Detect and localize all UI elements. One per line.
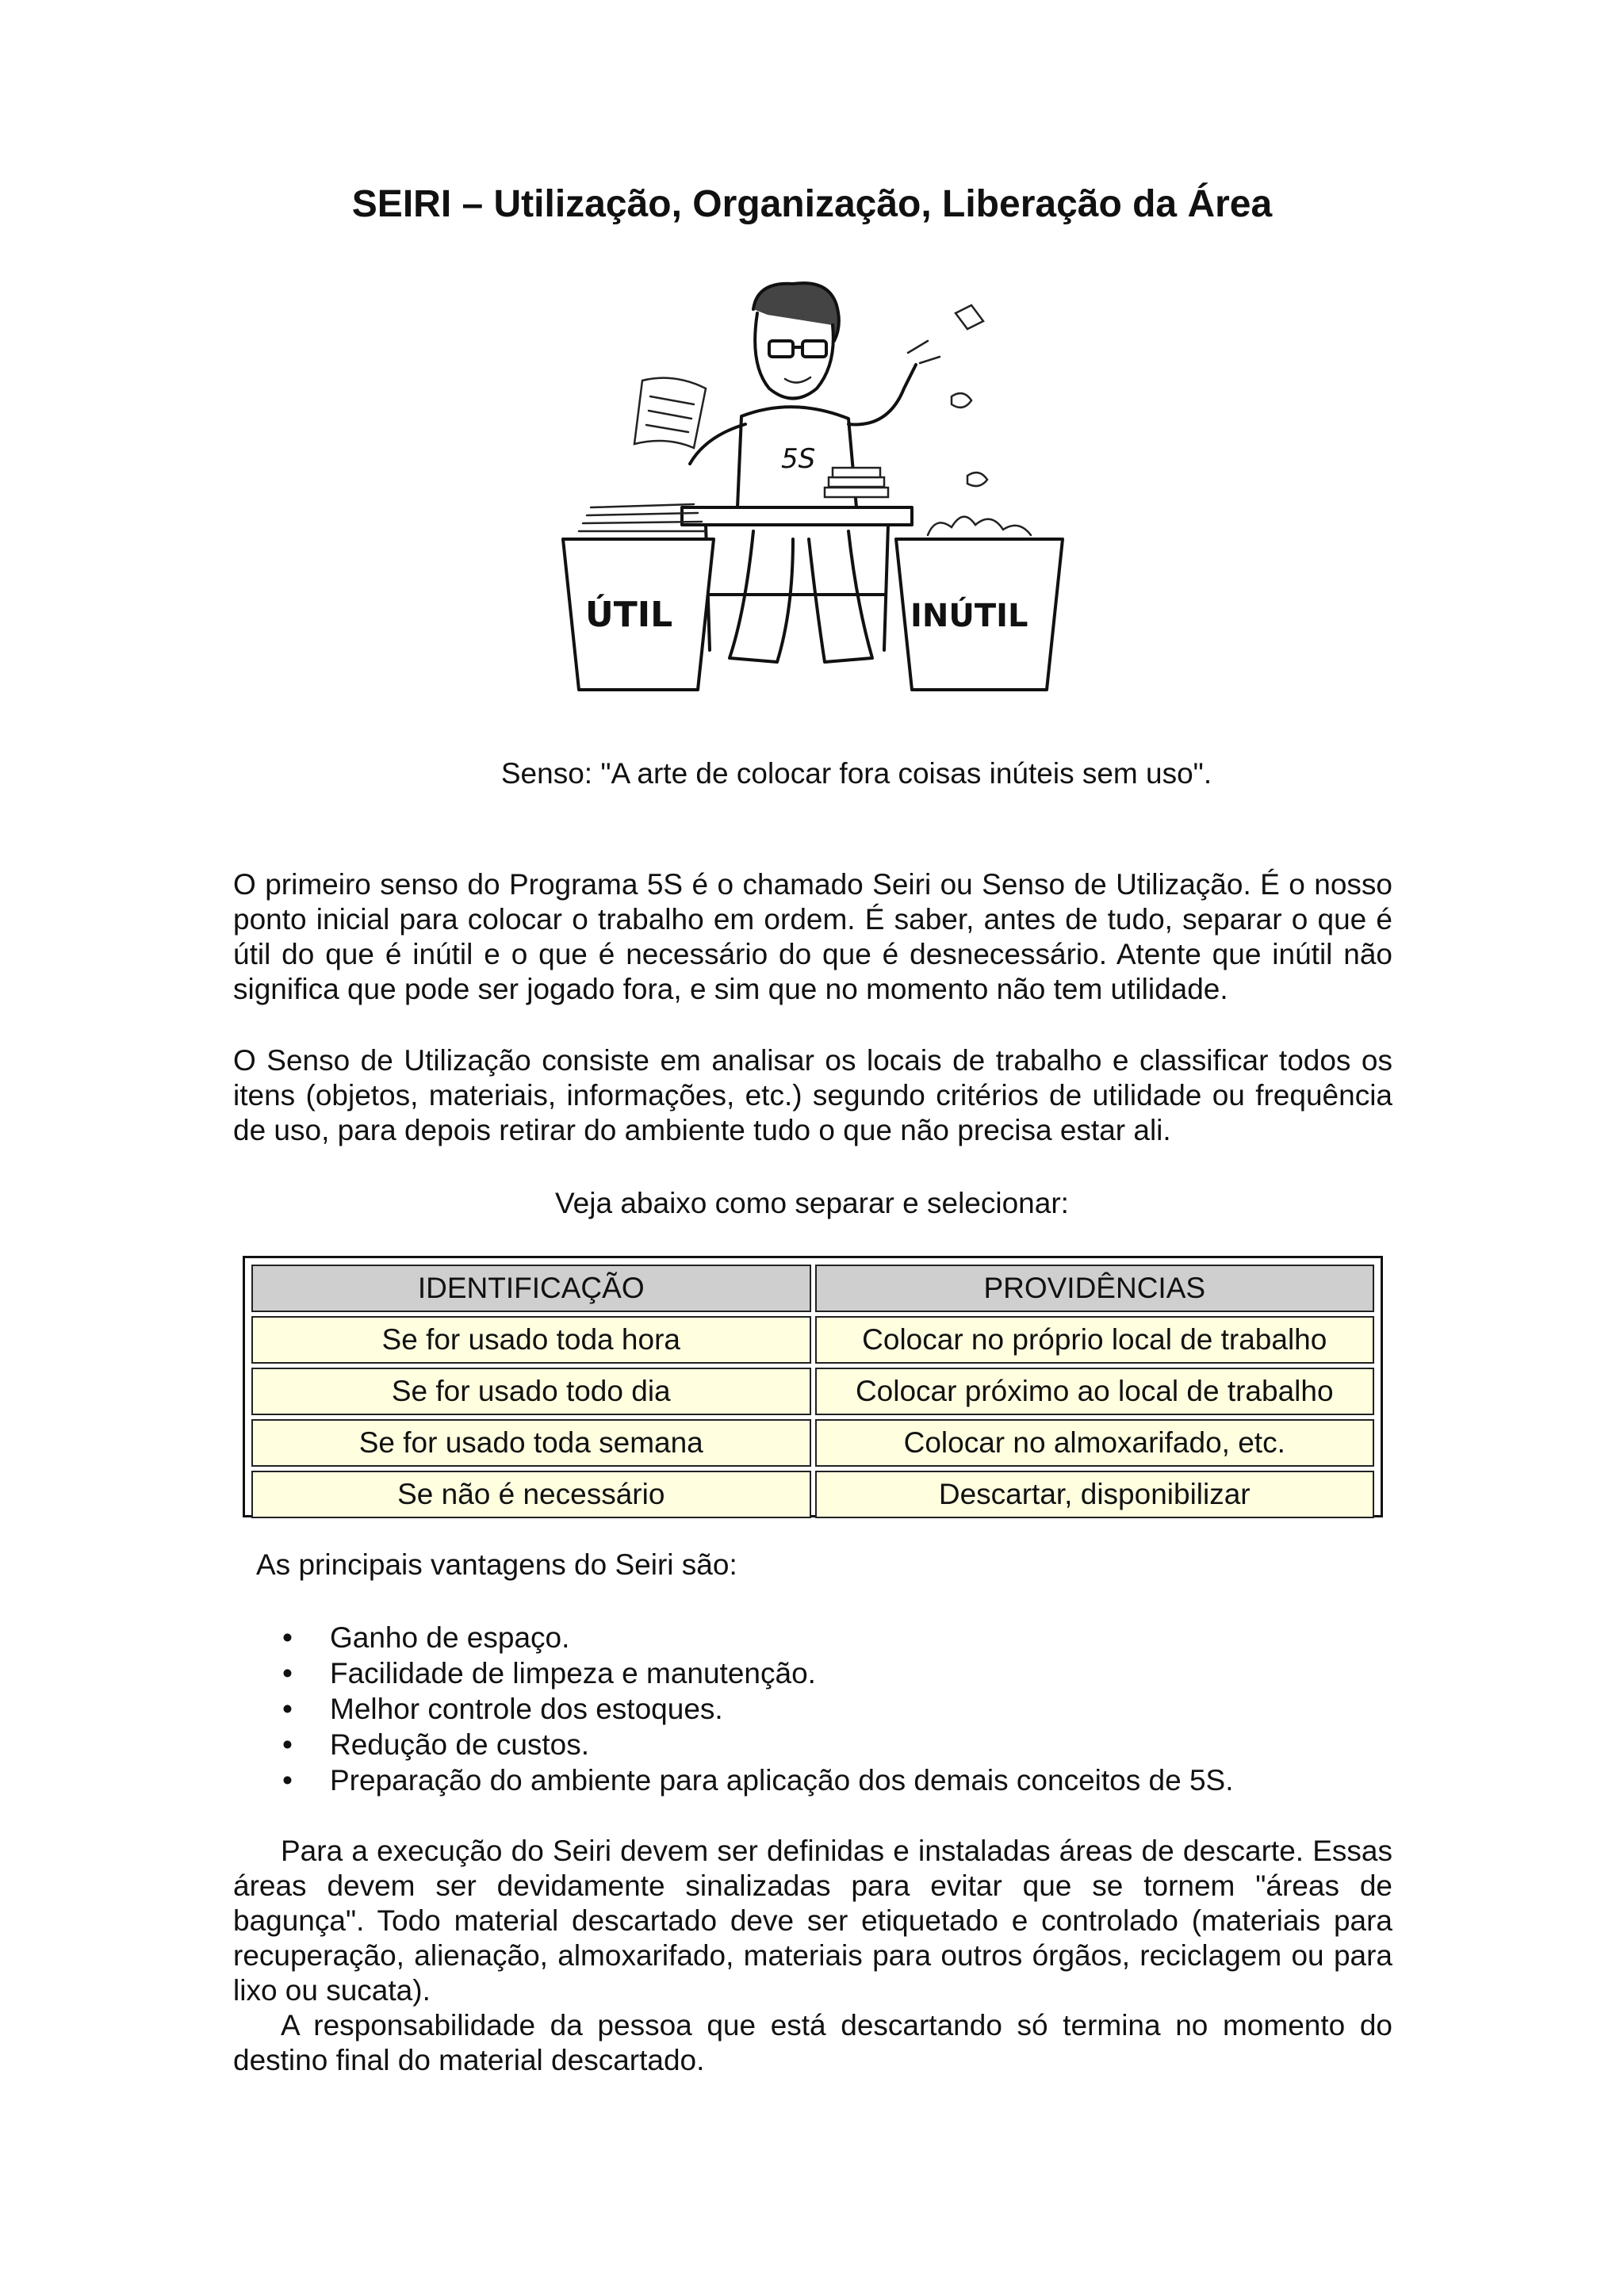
table-header-row [251, 1265, 1374, 1312]
header-identificacao: IDENTIFICAÇÃO [251, 1265, 811, 1312]
list-item: • Preparação do ambiente para aplicação dos demais conceitos de 5S. [282, 1762, 1233, 1798]
paragraph-execucao-block [233, 1834, 1392, 2078]
bin-util-label: ÚTIL [585, 595, 673, 635]
bin-inutil-label: INÚTIL [910, 598, 1028, 634]
table-cell: Descartar, disponibilizar [815, 1471, 1375, 1518]
seiri-illustration [555, 277, 1071, 706]
list-item: • Ganho de espaço. [282, 1620, 1233, 1655]
paragraph-execucao: Para a execução do Seiri devem ser definidas e instaladas áreas de descarte. Essas áreas devem ser devidamente sinalizadas para evitar que se tornem "áreas de bagunça". Todo material descartado deve ser etiquetado e controlado (materiais para recuperação, alienação, almoxarifado, materiais para outros órgãos, reciclagem ou para lixo ou sucata). [233, 1835, 1392, 2007]
shirt-5s-label: 5S [781, 443, 816, 475]
table-row [251, 1368, 1374, 1415]
table-cell: Colocar próximo ao local de trabalho [815, 1368, 1375, 1415]
list-item: • Facilidade de limpeza e manutenção. [282, 1655, 1233, 1691]
table-row [251, 1316, 1374, 1364]
list-item: • Redução de custos. [282, 1727, 1233, 1762]
page-title: SEIRI – Utilização, Organização, Liberação da Área [351, 183, 1273, 225]
list-item: • Melhor controle dos estoques. [282, 1691, 1233, 1727]
table-row [251, 1471, 1374, 1518]
table-cell: Se não é necessário [251, 1471, 811, 1518]
table-cell: Se for usado toda semana [251, 1419, 811, 1467]
table-cell: Colocar no próprio local de trabalho [815, 1316, 1375, 1364]
table-intro: Veja abaixo como separar e selecionar: [555, 1187, 1069, 1219]
header-providencias: PROVIDÊNCIAS [815, 1265, 1375, 1312]
paragraph-responsabilidade: A responsabilidade da pessoa que está descartando só termina no momento do destino final do material descartado. [233, 2009, 1392, 2076]
table-row [251, 1419, 1374, 1467]
table-cell: Se for usado todo dia [251, 1368, 811, 1415]
paragraph-intro: O primeiro senso do Programa 5S é o chamado Seiri ou Senso de Utilização. É o nosso ponto inicial para colocar o trabalho em ordem. É saber, antes de tudo, separar o que é útil do que é inútil e o que é necessário do que é desnecessário. Atente que inútil não significa que pode ser jogado fora, e sim que no momento não tem utilidade. [233, 868, 1392, 1005]
table-cell: Colocar no almoxarifado, etc. [815, 1419, 1375, 1467]
separation-table [243, 1256, 1383, 1517]
table-cell: Se for usado toda hora [251, 1316, 811, 1364]
advantages-intro: As principais vantagens do Seiri são: [256, 1548, 737, 1581]
senso-quote: Senso: "A arte de colocar fora coisas inúteis sem uso". [500, 757, 1212, 790]
advantages-list [282, 1620, 1233, 1798]
paragraph-utilizacao: O Senso de Utilização consiste em analisar os locais de trabalho e classificar todos os itens (objetos, materiais, informações, etc.) segundo critérios de utilidade ou frequência de uso, para depois retirar do ambiente tudo o que não precisa estar ali. [233, 1044, 1392, 1146]
